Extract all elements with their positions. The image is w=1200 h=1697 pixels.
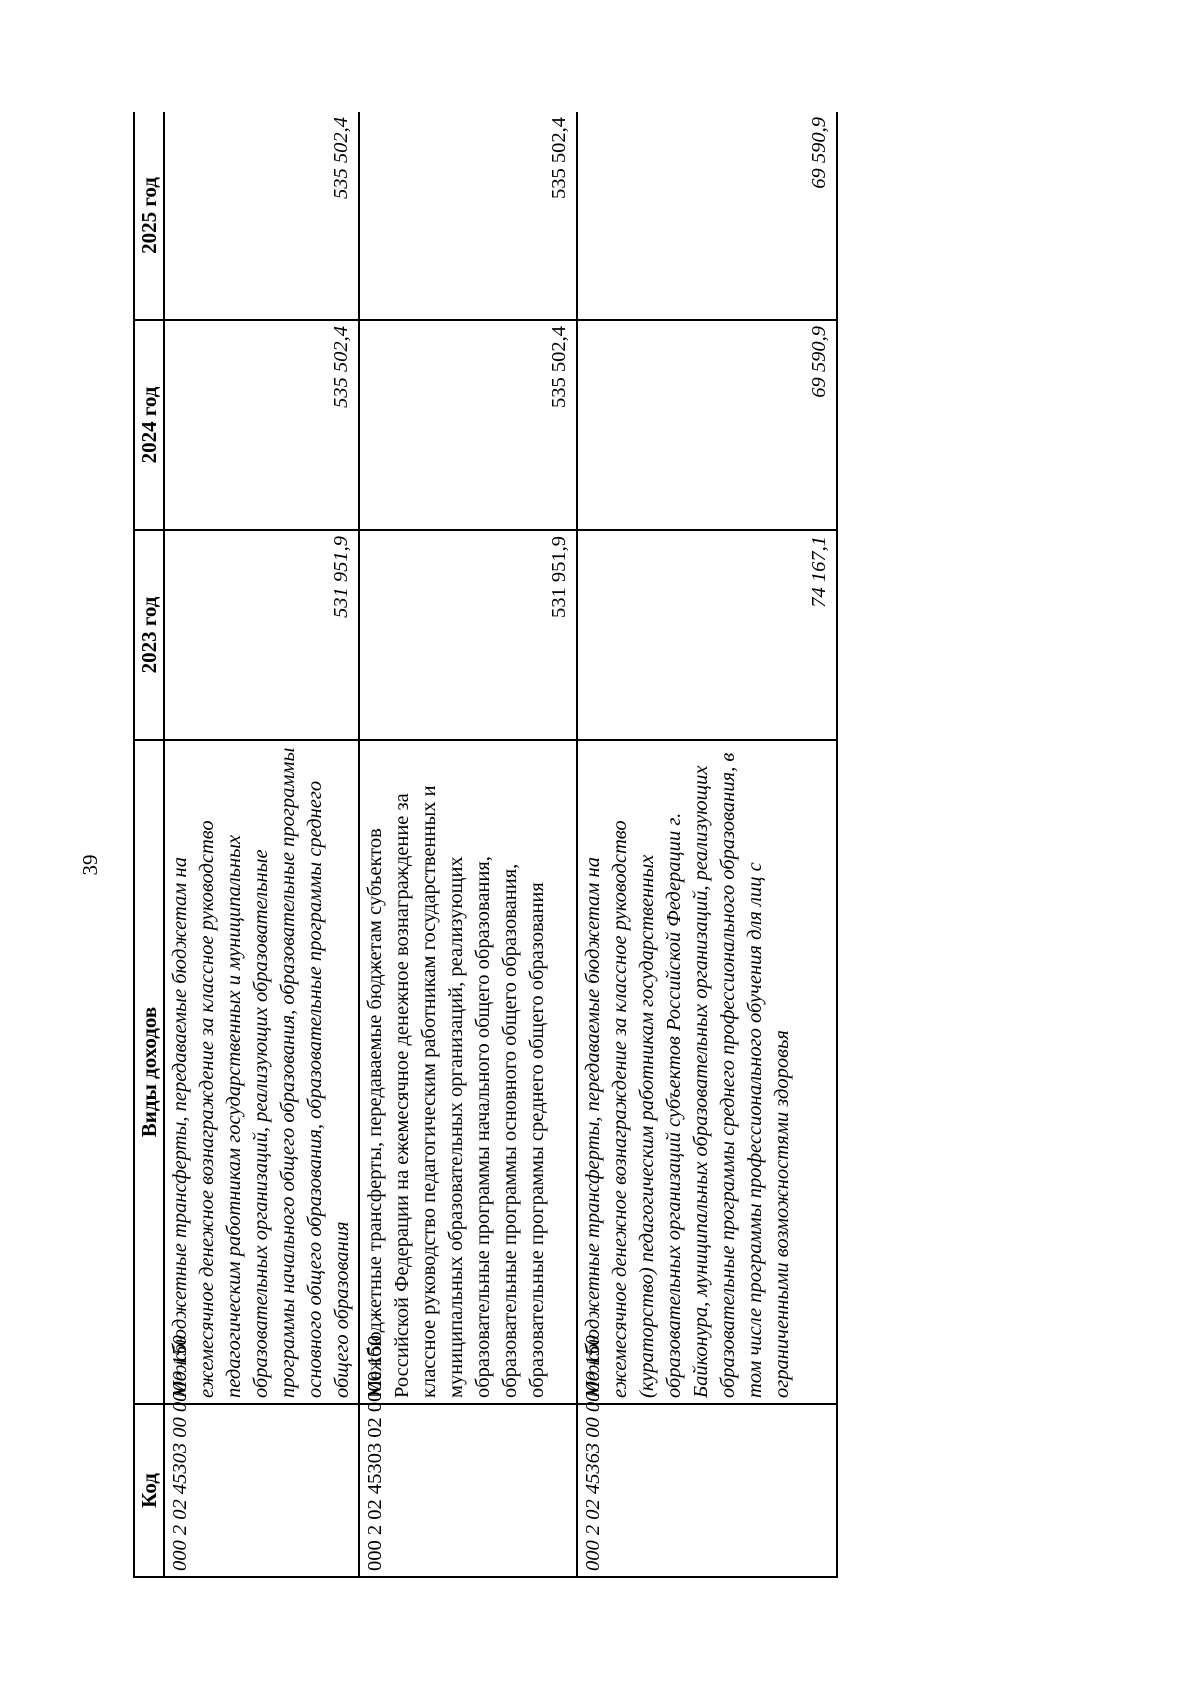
table-row (359, 112, 577, 1577)
income-table (133, 112, 838, 1578)
page-number: 39 (78, 854, 102, 876)
row-value-2024: 535 502,4 (359, 320, 577, 530)
row-value-2024: 535 502,4 (164, 320, 359, 530)
row-code: 000 2 02 45363 00 0000 150 (577, 1404, 837, 1577)
row-code: 000 2 02 45303 00 0000 150 (164, 1404, 359, 1577)
row-code: 000 2 02 45303 02 0000 150 (359, 1404, 577, 1577)
table-header-row (134, 112, 164, 1577)
row-value-2023: 531 951,9 (164, 530, 359, 740)
row-value-2025: 535 502,4 (359, 112, 577, 320)
table-row (164, 112, 359, 1577)
table-row (577, 112, 837, 1577)
header-code: Код (134, 1404, 164, 1577)
header-year-2025: 2025 год (134, 112, 164, 320)
row-description: Межбюджетные трансферты, передаваемые бюджетам на ежемесячное денежное вознаграждение за классное руководство (кураторство) педагогическим работникам государственных образовательных организаций субъектов Российской Федерации г. Байконура, муниципальных образовательных организаций, реализующих образовательные программы среднего профессионального образования, в том числе программы профессионального обучения для лиц с ограниченными возможностями здоровья (577, 740, 837, 1404)
row-value-2025: 535 502,4 (164, 112, 359, 320)
row-description: Межбюджетные трансферты, передаваемые бюджетам на ежемесячное денежное вознаграждение за классное руководство педагогическим работникам государственных и муниципальных образовательных организаций, реализующих образовательные программы начального общего образования, образовательные программы основного общего образования, образовательные программы среднего общего образования (164, 740, 359, 1404)
row-value-2025: 69 590,9 (577, 112, 837, 320)
rotated-table-container (133, 112, 838, 1578)
row-value-2023: 531 951,9 (359, 530, 577, 740)
row-description: Межбюджетные трансферты, передаваемые бюджетам субъектов Российской Федерации на ежемесячное денежное вознаграждение за классное руководство педагогическим работникам государственных и муниципальных образовательных организаций, реализующих образовательные программы начального общего образования, образовательные программы основного общего образования, образовательные программы среднего общего образования (359, 740, 577, 1404)
header-year-2024: 2024 год (134, 320, 164, 530)
header-income-type: Виды доходов (134, 740, 164, 1404)
row-value-2024: 69 590,9 (577, 320, 837, 530)
rotated-page-content (133, 112, 838, 1578)
header-year-2023: 2023 год (134, 530, 164, 740)
row-value-2023: 74 167,1 (577, 530, 837, 740)
